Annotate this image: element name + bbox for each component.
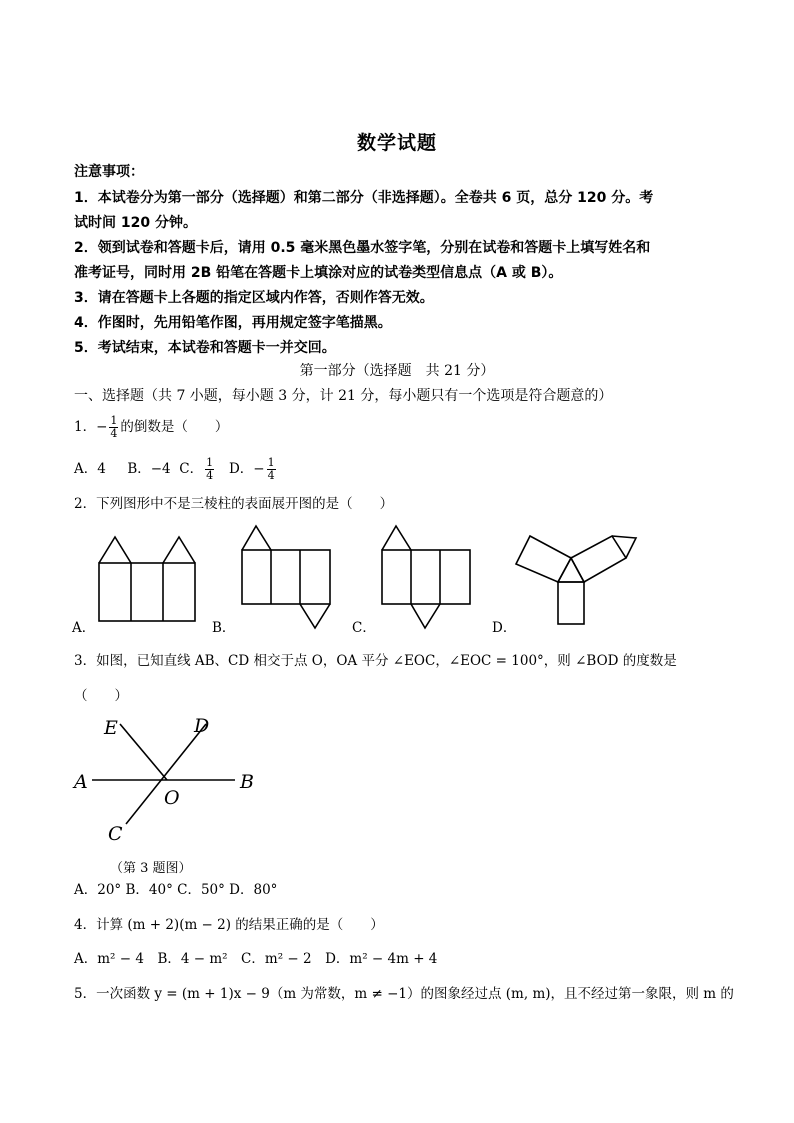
q1-prefix: 1． [74, 419, 97, 435]
q1-c-num: 1 [206, 456, 214, 469]
q2-figure-a [96, 535, 198, 625]
section1-heading: 一、选择题（共 7 小题，每小题 3 分，计 21 分，每小题只有一个选项是符合题意的） [74, 388, 613, 404]
notice-item-4: 4．作图时，先用铅笔作图，再用规定签字笔描黑。 [74, 315, 392, 331]
q3-figure [70, 712, 270, 852]
q1-d-den: 4 [267, 469, 275, 482]
q3-point-a: A [74, 771, 88, 793]
q3-point-d: D [194, 715, 210, 737]
q1-c-den: 4 [206, 469, 214, 482]
q1-fraction [109, 415, 118, 440]
q1-option-d-label: D．− [228, 461, 265, 477]
q2-figure-c [380, 524, 472, 630]
q1-option-b-label: B． [127, 461, 151, 477]
notice-item-1a: 1．本试卷分为第一部分（选择题）和第二部分（非选择题）。全卷共 6 页，总分 120 分。考 [74, 190, 654, 206]
q1-suffix: 的倒数是（ ） [120, 419, 229, 435]
notice-item-1b: 试时间 120 分钟。 [74, 215, 197, 231]
question-3-line2: （ ） [74, 688, 128, 704]
q3-point-b: B [240, 771, 254, 793]
q2-label-b: B． [212, 620, 236, 636]
q3-point-c: C [108, 823, 123, 845]
q3-point-e: E [104, 717, 118, 739]
q1-option-a: A．4 [74, 461, 106, 477]
q3-caption: （第 3 题图） [110, 861, 192, 876]
question-4-options: A．m² − 4 B．4 − m² C．m² − 2 D．m² − 4m + 4 [74, 951, 438, 967]
q2-label-c: C． [352, 620, 376, 636]
q1-frac-den: 4 [110, 427, 118, 440]
notice-item-5: 5．考试结束，本试卷和答题卡一并交回。 [74, 340, 336, 356]
q3-point-o: O [164, 787, 180, 809]
notice-item-2a: 2．领到试卷和答题卡后，请用 0.5 毫米黑色墨水签字笔，分别在试卷和答题卡上填写姓名和 [74, 240, 651, 256]
q1-option-c-fraction [205, 457, 214, 482]
page-title: 数学试题 [356, 132, 437, 154]
notice-item-2b: 准考证号，同时用 2B 铅笔在答题卡上填涂对应的试卷类型信息点（A 或 B）。 [74, 265, 563, 281]
question-2: 2．下列图形中不是三棱柱的表面展开图的是（ ） [74, 496, 394, 512]
q2-figure-b [240, 524, 332, 630]
q1-frac-num: 1 [110, 414, 118, 427]
question-1 [74, 415, 734, 440]
notice-heading: 注意事项： [74, 164, 144, 180]
notice-item-3: 3．请在答题卡上各题的指定区域内作答，否则作答无效。 [74, 290, 434, 306]
q2-label-d: D． [492, 620, 517, 636]
q1-option-d-fraction [267, 457, 276, 482]
question-1-options [74, 457, 734, 482]
q2-figure-d [514, 530, 640, 626]
q1-option-b-value: −4 [150, 461, 171, 477]
question-3-line1: 3．如图，已知直线 AB、CD 相交于点 O，OA 平分 ∠EOC，∠EOC = 100°，则 ∠BOD 的度数是 [74, 653, 677, 669]
q1-d-num: 1 [267, 456, 275, 469]
q1-neg: − [96, 419, 108, 435]
question-5: 5．一次函数 y = (m + 1)x − 9（m 为常数，m ≠ −1）的图象经过点 (m, m)，且不经过第一象限，则 m 的 [74, 986, 734, 1002]
question-4: 4．计算 (m + 2)(m − 2) 的结果正确的是（ ） [74, 917, 384, 933]
question-3-options: A．20° B．40° C．50° D．80° [74, 882, 278, 898]
part1-heading: 第一部分（选择题 共 21 分） [299, 363, 495, 379]
q1-option-c-label: C． [179, 461, 204, 477]
q2-label-a: A． [72, 620, 96, 636]
